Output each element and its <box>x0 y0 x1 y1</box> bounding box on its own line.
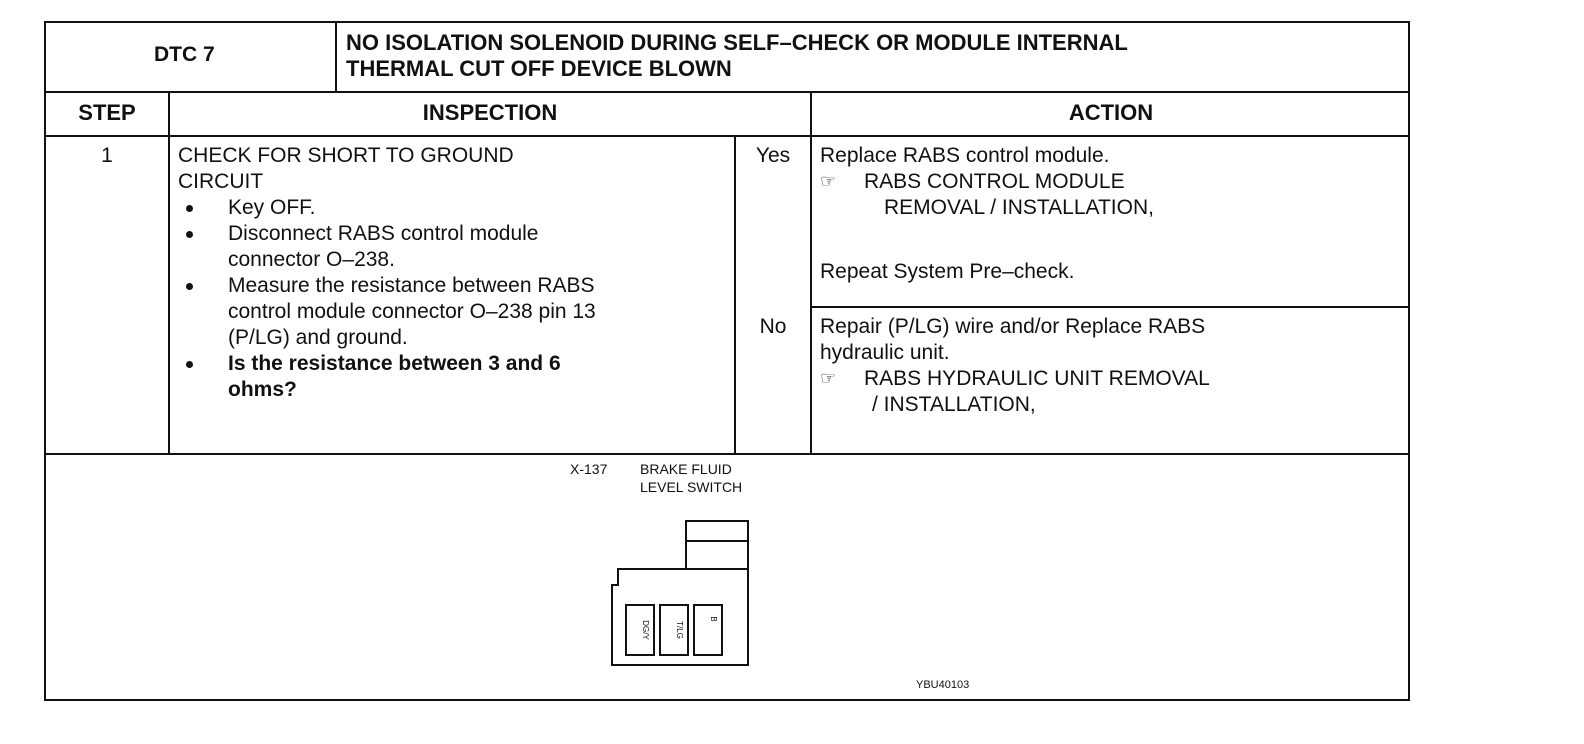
bullet-icon <box>186 283 193 290</box>
column-header-step: STEP <box>78 100 136 125</box>
bullet-icon <box>186 205 193 212</box>
inspection-question: ohms? <box>228 378 297 401</box>
connector-id: X-137 <box>570 461 608 477</box>
dtc-description-line1: NO ISOLATION SOLENOID DURING SELF–CHECK OR MODULE INTERNAL <box>346 30 1128 55</box>
step-number: 1 <box>101 144 113 167</box>
rule <box>46 453 1410 455</box>
column-header-inspection: INSPECTION <box>422 100 558 125</box>
inspection-step: Disconnect RABS control module <box>228 222 539 245</box>
yes-label: Yes <box>755 144 791 167</box>
rule <box>46 135 1410 137</box>
inspection-step: connector O–238. <box>228 248 395 271</box>
rule <box>168 91 170 453</box>
connector-label-line1: BRAKE FLUID <box>640 461 732 477</box>
dtc-table <box>44 21 1410 701</box>
pin-label: T/LG <box>675 621 684 639</box>
dtc-code: DTC 7 <box>154 43 215 66</box>
no-label: No <box>759 315 787 338</box>
pointing-hand-icon: ☞ <box>820 368 837 388</box>
dtc-description-line2: THERMAL CUT OFF DEVICE BLOWN <box>346 56 732 81</box>
connector-housing <box>612 521 748 665</box>
pin-label: B <box>709 616 718 622</box>
connector-label-line2: LEVEL SWITCH <box>640 479 743 495</box>
column-header-action: ACTION <box>1068 100 1154 125</box>
rule <box>335 23 337 91</box>
no-reference-line2: / INSTALLATION, <box>872 393 1036 416</box>
connector-pin-cavity <box>694 605 722 655</box>
bullet-icon <box>186 361 193 368</box>
rule <box>810 91 812 453</box>
inspection-step: (P/LG) and ground. <box>228 326 408 349</box>
no-reference-line1: RABS HYDRAULIC UNIT REMOVAL <box>864 367 1210 390</box>
rule <box>734 135 736 453</box>
yes-reference-line1: RABS CONTROL MODULE <box>864 170 1125 193</box>
bullet-icon <box>186 231 193 238</box>
rule <box>810 306 1410 308</box>
inspection-question: Is the resistance between 3 and 6 <box>228 352 561 375</box>
yes-action-line1: Replace RABS control module. <box>820 144 1110 167</box>
yes-action-line2: Repeat System Pre–check. <box>820 260 1075 283</box>
connector-diagram <box>606 519 766 669</box>
pointing-hand-icon: ☞ <box>820 171 837 191</box>
inspection-heading-line1: CHECK FOR SHORT TO GROUND <box>178 144 514 167</box>
figure-code: YBU40103 <box>916 679 970 691</box>
inspection-heading-line2: CIRCUIT <box>178 170 264 193</box>
pin-label: DG/Y <box>641 620 650 640</box>
inspection-step: Key OFF. <box>228 196 316 219</box>
yes-reference-line2: REMOVAL / INSTALLATION, <box>884 196 1154 219</box>
no-action-line2: hydraulic unit. <box>820 341 950 364</box>
inspection-step: control module connector O–238 pin 13 <box>228 300 596 323</box>
rule <box>46 91 1410 93</box>
no-action-line1: Repair (P/LG) wire and/or Replace RABS <box>820 315 1206 338</box>
inspection-step: Measure the resistance between RABS <box>228 274 595 297</box>
